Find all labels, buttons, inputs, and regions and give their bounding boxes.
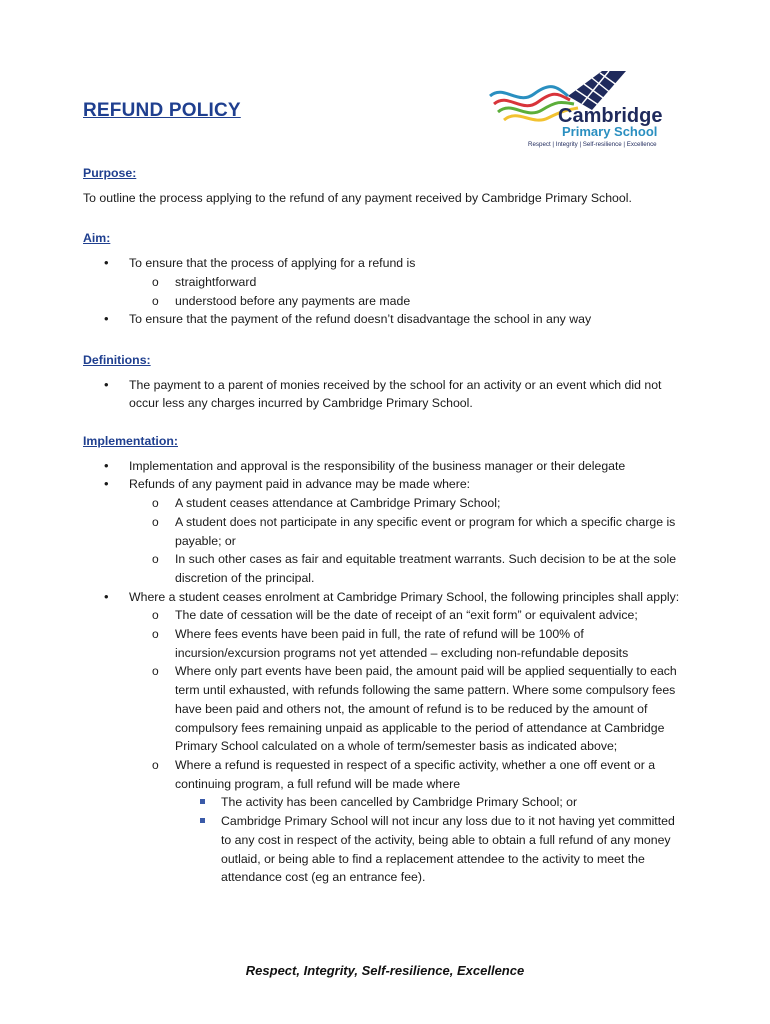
list-item: o A student ceases attendance at Cambridge Primary School; bbox=[129, 494, 688, 513]
list-item: o Where fees events have been paid in full, the rate of refund will be 100% of incursion/excursion programs not yet attended – excluding non-refundable deposits bbox=[129, 625, 688, 662]
logo-subname: Primary School bbox=[562, 124, 658, 139]
list-item: o Where only part events have been paid, the amount paid will be applied sequentially to each term until exhausted, with refunds following the same pattern. Where some compulsory fees have been paid and others not, the amount of refund is to be reduced by the amount of compulsory fees remaining unpaid as applicable to the period of attendance at Cambridge Primary School calculated on a whole of term/semester basis as indicated above; bbox=[129, 662, 688, 756]
purpose-heading: Purpose: bbox=[83, 166, 137, 180]
list-item: • The payment to a parent of monies received by the school for an activity or an event which did not occur less any charges incurred by Cambridge Primary School. bbox=[83, 376, 688, 413]
list-item: o The date of cessation will be the date of receipt of an “exit form” or equivalent advice; bbox=[129, 606, 688, 625]
list-item bbox=[83, 588, 688, 887]
list-item: o understood before any payments are made bbox=[129, 292, 688, 311]
implementation-sublist bbox=[129, 606, 688, 887]
implementation-list bbox=[83, 457, 688, 887]
logo-tagline: Respect | Integrity | Self-resilience | Excellence bbox=[528, 141, 657, 148]
list-item: Cambridge Primary School will not incur any loss due to it not having yet committed to any cost in respect of the activity, being able to obtain a full refund of any money outlaid, or being able to find a replacement attendee to the activity to meet the attendance cost (eg an entrance fee). bbox=[175, 812, 688, 887]
definitions-heading: Definitions: bbox=[83, 352, 151, 367]
page-title: REFUND POLICY bbox=[83, 100, 241, 121]
implementation-heading: Implementation: bbox=[83, 434, 178, 449]
list-item: • To ensure that the payment of the refund doesn’t disadvantage the school in any way bbox=[83, 310, 688, 329]
implementation-item-text: Where a student ceases enrolment at Cambridge Primary School, the following principles shall apply: bbox=[129, 589, 680, 604]
aim-list bbox=[83, 254, 688, 329]
implementation-item-text: Refunds of any payment paid in advance may be made where: bbox=[129, 477, 471, 492]
implementation-subsublist bbox=[175, 793, 688, 887]
aim-heading: Aim: bbox=[83, 231, 111, 246]
aim-sublist bbox=[129, 273, 688, 310]
definitions-list bbox=[83, 376, 688, 413]
school-logo-graphic bbox=[484, 66, 684, 150]
list-item: o straightforward bbox=[129, 273, 688, 292]
list-item bbox=[83, 254, 688, 310]
list-item: • Implementation and approval is the responsibility of the business manager or their delegate bbox=[83, 457, 688, 476]
implementation-subitem-text: Where a refund is requested in respect of a specific activity, whether a one off event or a continuing program, a full refund will be made where bbox=[175, 757, 656, 791]
footer-motto: Respect, Integrity, Self-resilience, Excellence bbox=[245, 963, 525, 978]
list-item: The activity has been cancelled by Cambridge Primary School; or bbox=[175, 793, 688, 812]
list-item: o A student does not participate in any specific event or program for which a specific charge is payable; or bbox=[129, 513, 688, 550]
list-item bbox=[83, 475, 688, 587]
implementation-sublist bbox=[129, 494, 688, 588]
purpose-text: To outline the process applying to the refund of any payment received by Cambridge Primary School. bbox=[83, 190, 632, 205]
logo-name: Cambridge bbox=[558, 105, 663, 127]
aim-item-text: To ensure that the process of applying for a refund is bbox=[129, 256, 416, 271]
list-item: o In such other cases as fair and equitable treatment warrants. Such decision to be at the sole discretion of the principal. bbox=[129, 550, 688, 587]
school-logo bbox=[484, 66, 684, 150]
policy-content bbox=[83, 164, 688, 887]
list-item bbox=[129, 756, 688, 887]
